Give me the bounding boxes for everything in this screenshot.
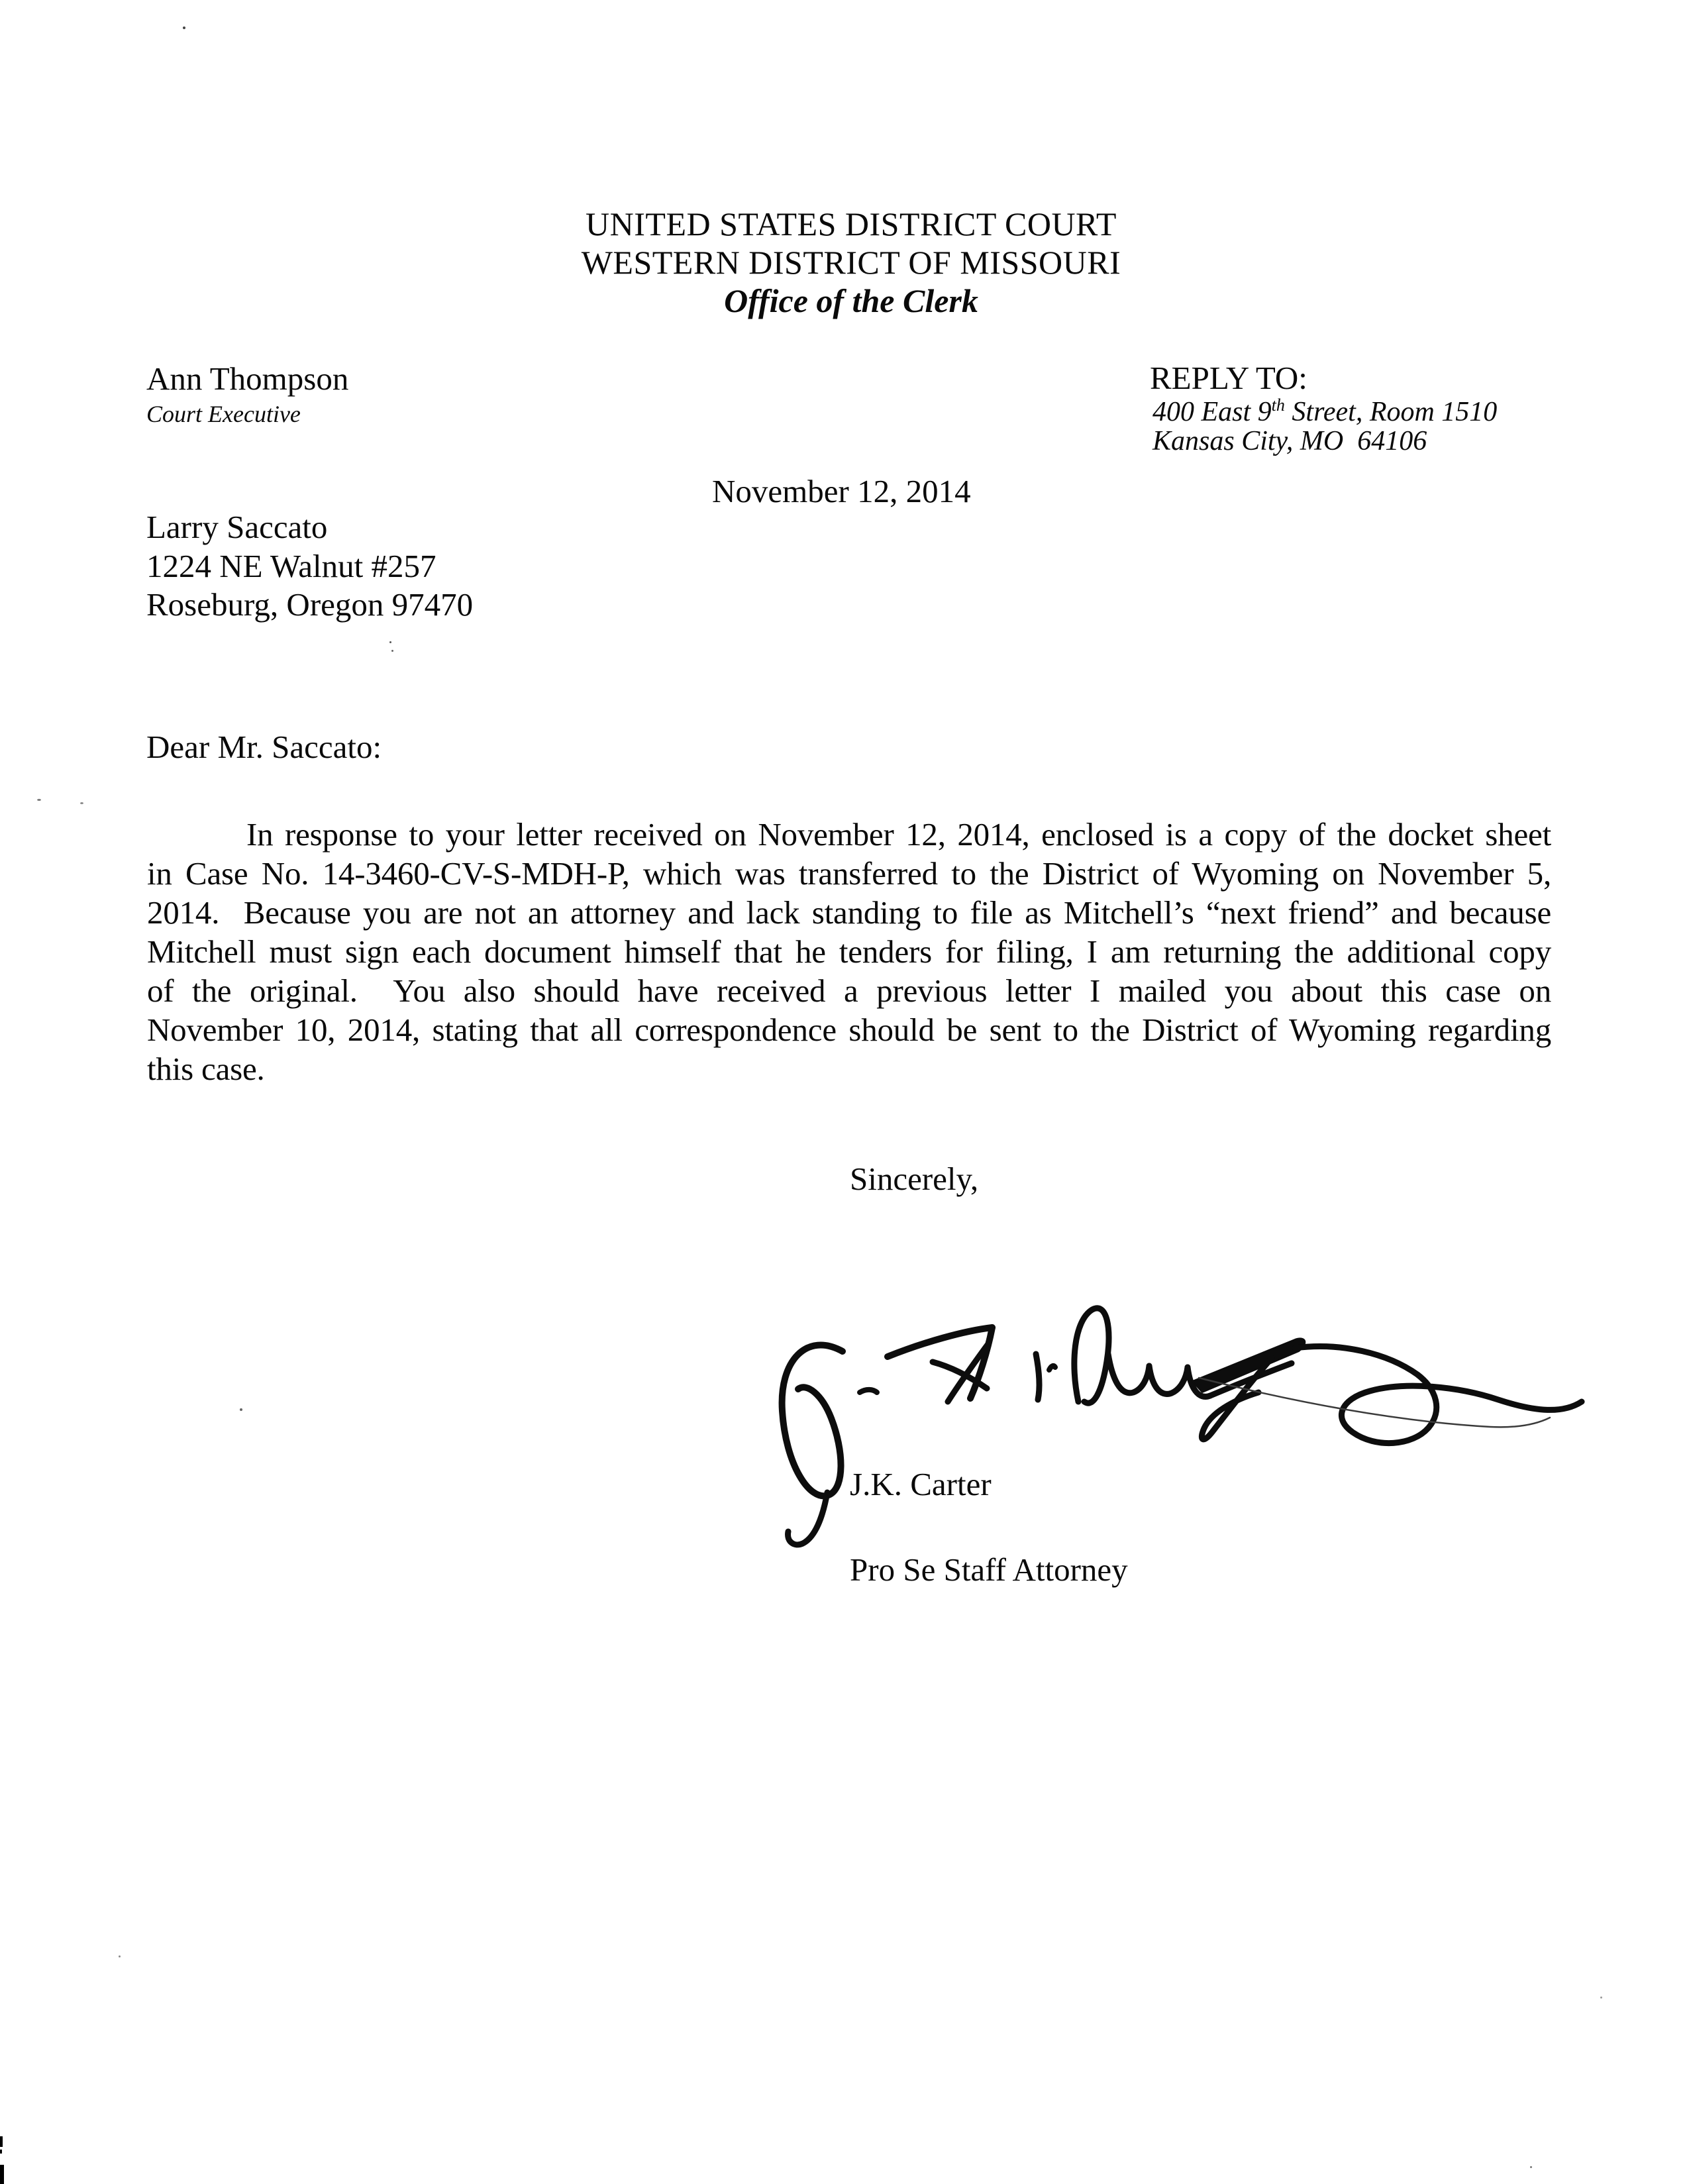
scan-speck <box>391 650 393 652</box>
body-line: 2014. Because you are not an attorney and lack standing to file as Mitchell’s “next friend” and because <box>147 894 1551 931</box>
body-line: this case. <box>147 1051 265 1087</box>
recipient-name: Larry Saccato <box>146 509 328 545</box>
body-line: of the original. You also should have received a previous letter I mailed you about this case on <box>147 972 1551 1009</box>
signature-title: Pro Se Staff Attorney <box>850 1551 1128 1588</box>
reply-to-label: REPLY TO: <box>1150 360 1307 396</box>
court-name: UNITED STATES DISTRICT COURT <box>586 205 1117 242</box>
letterhead <box>0 205 1689 320</box>
office-of-the-clerk: Office of the Clerk <box>724 282 978 319</box>
scan-speck <box>80 802 83 804</box>
scan-edge-mark <box>0 2136 3 2147</box>
body-line: In response to your letter received on November 12, 2014, enclosed is a copy of the docket sheet <box>246 816 1551 853</box>
body-line: in Case No. 14-3460-CV-S-MDH-P, which was transferred to the District of Wyoming on November 5, <box>147 855 1551 892</box>
recipient-address-line2: Roseburg, Oregon 97470 <box>146 586 474 623</box>
scan-speck <box>1530 2166 1532 2168</box>
reply-to-address-line2: Kansas City, MO 64106 <box>1152 426 1427 456</box>
reply-to-block <box>1150 359 1497 456</box>
reply-address-street-pre: 400 East 9 <box>1152 397 1272 427</box>
scan-speck <box>240 1408 242 1411</box>
salutation: Dear Mr. Saccato: <box>146 729 382 765</box>
scan-speck <box>37 799 41 801</box>
court-district: WESTERN DISTRICT OF MISSOURI <box>581 244 1121 281</box>
sender-block <box>146 360 348 429</box>
scan-speck <box>119 1955 121 1957</box>
body-line: Mitchell must sign each document himself that he tenders for filing, I am returning the additional copy <box>147 933 1551 970</box>
scan-speck <box>389 641 391 643</box>
sender-title: Court Executive <box>146 401 301 427</box>
body-line: November 10, 2014, stating that all correspondence should be sent to the District of Wyoming regarding <box>147 1012 1551 1048</box>
scan-edge-mark <box>0 2150 2 2154</box>
signature-image <box>768 1292 1616 1557</box>
scan-edge-mark <box>0 2165 4 2184</box>
sender-name: Ann Thompson <box>146 360 349 397</box>
letter-date: November 12, 2014 <box>712 473 971 509</box>
reply-address-ordinal: th <box>1271 395 1285 415</box>
valediction: Sincerely, <box>850 1161 979 1197</box>
scan-speck <box>183 26 185 29</box>
reply-to-address-line1 <box>1152 397 1497 427</box>
scan-speck <box>1600 1997 1602 1999</box>
recipient-block <box>146 508 473 625</box>
signature-name: J.K. Carter <box>850 1466 992 1502</box>
recipient-address-line1: 1224 NE Walnut #257 <box>146 547 436 584</box>
body-paragraph <box>147 815 1551 1088</box>
reply-address-street-post: Street, Room 1510 <box>1284 397 1498 427</box>
